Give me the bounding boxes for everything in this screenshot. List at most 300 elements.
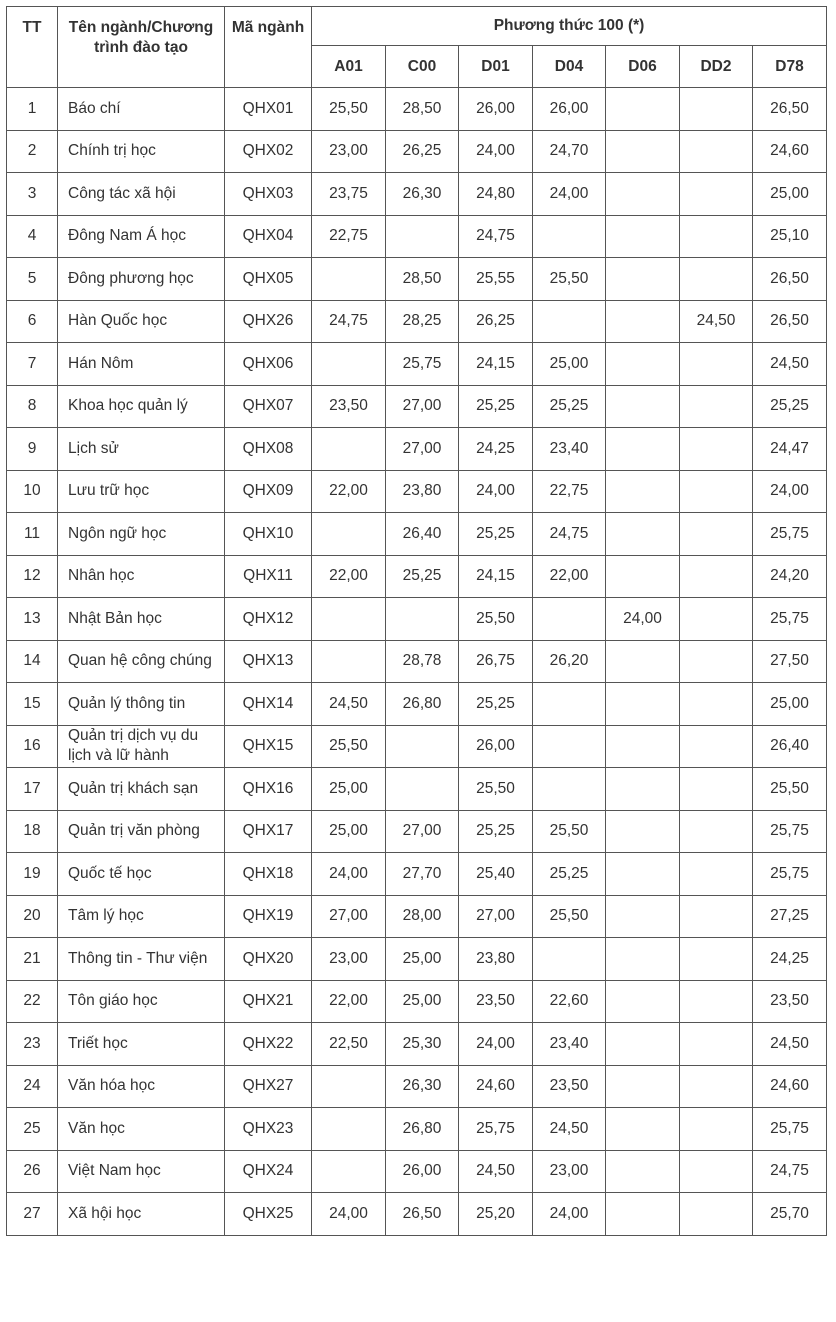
row-score-d78: 25,70 xyxy=(753,1193,827,1236)
row-score-c00: 28,00 xyxy=(386,895,459,938)
row-score-d06 xyxy=(606,215,680,258)
table-row xyxy=(7,725,827,768)
row-score-dd2 xyxy=(680,343,753,386)
row-tt: 18 xyxy=(7,810,58,853)
row-score-c00: 27,00 xyxy=(386,428,459,471)
row-score-c00: 26,30 xyxy=(386,173,459,216)
row-program-code: QHX07 xyxy=(225,385,312,428)
header-row-top xyxy=(7,7,827,46)
row-program-code: QHX01 xyxy=(225,88,312,131)
row-score-a01: 25,00 xyxy=(312,768,386,811)
row-score-dd2 xyxy=(680,810,753,853)
row-score-a01: 24,00 xyxy=(312,853,386,896)
table-row xyxy=(7,343,827,386)
row-program-name: Quản trị dịch vụ du lịch và lữ hành xyxy=(58,725,225,768)
row-program-code: QHX03 xyxy=(225,173,312,216)
row-score-c00: 25,25 xyxy=(386,555,459,598)
row-tt: 25 xyxy=(7,1108,58,1151)
row-score-d78: 25,75 xyxy=(753,1108,827,1151)
row-program-name: Tâm lý học xyxy=(58,895,225,938)
table-row xyxy=(7,130,827,173)
row-tt: 13 xyxy=(7,598,58,641)
row-score-d04: 26,00 xyxy=(533,88,606,131)
row-score-d01: 24,25 xyxy=(459,428,533,471)
row-score-a01 xyxy=(312,513,386,556)
row-score-d01: 24,60 xyxy=(459,1065,533,1108)
row-score-c00: 25,75 xyxy=(386,343,459,386)
admission-scores-table-container xyxy=(6,6,826,1236)
row-score-d06 xyxy=(606,853,680,896)
row-score-dd2 xyxy=(680,1193,753,1236)
table-row xyxy=(7,555,827,598)
row-score-d06 xyxy=(606,130,680,173)
table-row xyxy=(7,768,827,811)
row-score-dd2 xyxy=(680,385,753,428)
table-row xyxy=(7,428,827,471)
table-header xyxy=(7,7,827,88)
header-combo: DD2 xyxy=(680,46,753,88)
row-score-d78: 26,50 xyxy=(753,258,827,301)
row-score-a01: 22,00 xyxy=(312,470,386,513)
row-score-d04: 25,25 xyxy=(533,853,606,896)
row-program-code: QHX26 xyxy=(225,300,312,343)
row-score-d04: 24,00 xyxy=(533,1193,606,1236)
row-score-c00: 26,00 xyxy=(386,1150,459,1193)
row-program-code: QHX05 xyxy=(225,258,312,301)
row-score-a01: 23,00 xyxy=(312,130,386,173)
row-tt: 4 xyxy=(7,215,58,258)
row-score-d04: 25,50 xyxy=(533,810,606,853)
row-score-d01: 25,25 xyxy=(459,513,533,556)
row-score-d06 xyxy=(606,258,680,301)
row-tt: 24 xyxy=(7,1065,58,1108)
row-score-a01: 22,00 xyxy=(312,980,386,1023)
row-score-a01: 27,00 xyxy=(312,895,386,938)
row-score-d01: 25,20 xyxy=(459,1193,533,1236)
row-score-d78: 25,75 xyxy=(753,853,827,896)
row-score-d01: 26,75 xyxy=(459,640,533,683)
row-score-a01 xyxy=(312,258,386,301)
row-score-d01: 25,75 xyxy=(459,1108,533,1151)
table-row xyxy=(7,895,827,938)
row-score-d78: 26,40 xyxy=(753,725,827,768)
row-score-c00: 25,30 xyxy=(386,1023,459,1066)
row-score-d01: 27,00 xyxy=(459,895,533,938)
row-program-name: Đông Nam Á học xyxy=(58,215,225,258)
row-score-d78: 24,75 xyxy=(753,1150,827,1193)
row-program-code: QHX06 xyxy=(225,343,312,386)
row-tt: 19 xyxy=(7,853,58,896)
row-score-d04: 24,50 xyxy=(533,1108,606,1151)
row-score-d06 xyxy=(606,1023,680,1066)
header-method: Phương thức 100 (*) xyxy=(312,7,827,46)
row-tt: 12 xyxy=(7,555,58,598)
row-score-d04: 25,50 xyxy=(533,258,606,301)
table-row xyxy=(7,385,827,428)
row-program-code: QHX20 xyxy=(225,938,312,981)
row-tt: 21 xyxy=(7,938,58,981)
row-score-d06 xyxy=(606,725,680,768)
row-score-d06 xyxy=(606,683,680,726)
row-program-name: Quản trị văn phòng xyxy=(58,810,225,853)
row-score-a01: 25,50 xyxy=(312,725,386,768)
row-score-c00: 26,80 xyxy=(386,683,459,726)
row-score-d04: 24,70 xyxy=(533,130,606,173)
table-row xyxy=(7,853,827,896)
row-score-d78: 25,00 xyxy=(753,683,827,726)
row-score-d06 xyxy=(606,173,680,216)
row-score-dd2 xyxy=(680,1150,753,1193)
table-row xyxy=(7,1023,827,1066)
row-score-d06 xyxy=(606,938,680,981)
row-score-d04: 23,40 xyxy=(533,1023,606,1066)
table-row xyxy=(7,1193,827,1236)
row-score-d04: 25,00 xyxy=(533,343,606,386)
row-score-a01 xyxy=(312,343,386,386)
row-tt: 5 xyxy=(7,258,58,301)
table-row xyxy=(7,683,827,726)
row-tt: 26 xyxy=(7,1150,58,1193)
row-score-d78: 24,00 xyxy=(753,470,827,513)
row-score-c00: 26,40 xyxy=(386,513,459,556)
row-score-d06 xyxy=(606,640,680,683)
row-score-d01: 25,55 xyxy=(459,258,533,301)
row-score-dd2 xyxy=(680,853,753,896)
row-program-code: QHX25 xyxy=(225,1193,312,1236)
row-program-name: Quản lý thông tin xyxy=(58,683,225,726)
row-program-code: QHX09 xyxy=(225,470,312,513)
row-score-d04 xyxy=(533,725,606,768)
row-score-d04: 26,20 xyxy=(533,640,606,683)
row-score-c00: 23,80 xyxy=(386,470,459,513)
row-score-dd2 xyxy=(680,980,753,1023)
row-score-d78: 26,50 xyxy=(753,300,827,343)
row-score-c00: 27,70 xyxy=(386,853,459,896)
row-score-dd2 xyxy=(680,598,753,641)
row-score-d78: 25,75 xyxy=(753,513,827,556)
row-program-name: Thông tin - Thư viện xyxy=(58,938,225,981)
row-score-d78: 25,50 xyxy=(753,768,827,811)
row-score-a01: 23,50 xyxy=(312,385,386,428)
row-score-d04 xyxy=(533,683,606,726)
row-tt: 8 xyxy=(7,385,58,428)
row-score-d01: 24,00 xyxy=(459,130,533,173)
row-score-d01: 25,40 xyxy=(459,853,533,896)
row-score-d06 xyxy=(606,300,680,343)
row-score-d01: 23,80 xyxy=(459,938,533,981)
row-program-code: QHX19 xyxy=(225,895,312,938)
row-score-d01: 23,50 xyxy=(459,980,533,1023)
row-score-c00 xyxy=(386,768,459,811)
row-tt: 22 xyxy=(7,980,58,1023)
row-program-name: Quan hệ công chúng xyxy=(58,640,225,683)
row-program-name: Xã hội học xyxy=(58,1193,225,1236)
row-score-c00: 28,78 xyxy=(386,640,459,683)
table-row xyxy=(7,640,827,683)
row-score-d78: 25,75 xyxy=(753,810,827,853)
row-score-c00: 27,00 xyxy=(386,810,459,853)
row-score-d78: 25,10 xyxy=(753,215,827,258)
table-row xyxy=(7,938,827,981)
row-tt: 27 xyxy=(7,1193,58,1236)
row-program-code: QHX22 xyxy=(225,1023,312,1066)
row-score-d78: 24,50 xyxy=(753,1023,827,1066)
row-tt: 17 xyxy=(7,768,58,811)
row-program-name: Văn hóa học xyxy=(58,1065,225,1108)
row-score-d01: 25,50 xyxy=(459,598,533,641)
row-program-code: QHX27 xyxy=(225,1065,312,1108)
header-combo: D01 xyxy=(459,46,533,88)
row-program-name: Lịch sử xyxy=(58,428,225,471)
row-score-d78: 27,50 xyxy=(753,640,827,683)
row-program-name: Văn học xyxy=(58,1108,225,1151)
row-score-d01: 24,15 xyxy=(459,343,533,386)
row-score-c00: 25,00 xyxy=(386,980,459,1023)
admission-scores-table xyxy=(6,6,827,1236)
row-score-dd2: 24,50 xyxy=(680,300,753,343)
row-score-d04: 24,75 xyxy=(533,513,606,556)
row-score-c00: 25,00 xyxy=(386,938,459,981)
row-program-name: Hán Nôm xyxy=(58,343,225,386)
row-score-d78: 26,50 xyxy=(753,88,827,131)
row-score-d01: 26,25 xyxy=(459,300,533,343)
row-score-d78: 24,20 xyxy=(753,555,827,598)
row-score-d01: 24,75 xyxy=(459,215,533,258)
row-score-d01: 25,25 xyxy=(459,385,533,428)
row-tt: 16 xyxy=(7,725,58,768)
row-score-d06 xyxy=(606,810,680,853)
row-score-d78: 23,50 xyxy=(753,980,827,1023)
row-program-name: Nhật Bản học xyxy=(58,598,225,641)
row-tt: 2 xyxy=(7,130,58,173)
header-tt: TT xyxy=(7,7,58,88)
row-score-d04 xyxy=(533,768,606,811)
row-program-name: Triết học xyxy=(58,1023,225,1066)
row-score-dd2 xyxy=(680,215,753,258)
row-score-c00: 26,25 xyxy=(386,130,459,173)
row-score-d01: 25,50 xyxy=(459,768,533,811)
row-score-d04: 24,00 xyxy=(533,173,606,216)
row-tt: 11 xyxy=(7,513,58,556)
row-score-d78: 24,25 xyxy=(753,938,827,981)
row-score-d06 xyxy=(606,768,680,811)
row-score-a01: 23,00 xyxy=(312,938,386,981)
row-score-d04: 22,60 xyxy=(533,980,606,1023)
table-row xyxy=(7,1065,827,1108)
row-score-a01: 24,75 xyxy=(312,300,386,343)
row-score-d06 xyxy=(606,1193,680,1236)
table-row xyxy=(7,258,827,301)
row-score-a01: 25,50 xyxy=(312,88,386,131)
table-row xyxy=(7,980,827,1023)
row-score-d06 xyxy=(606,88,680,131)
row-score-d04: 22,75 xyxy=(533,470,606,513)
table-row xyxy=(7,88,827,131)
row-score-c00: 26,50 xyxy=(386,1193,459,1236)
row-score-a01 xyxy=(312,1108,386,1151)
row-score-d01: 25,25 xyxy=(459,683,533,726)
row-score-d06 xyxy=(606,343,680,386)
row-program-code: QHX11 xyxy=(225,555,312,598)
row-score-dd2 xyxy=(680,938,753,981)
row-score-d01: 24,00 xyxy=(459,1023,533,1066)
row-score-dd2 xyxy=(680,428,753,471)
row-score-d78: 25,25 xyxy=(753,385,827,428)
row-score-d04 xyxy=(533,598,606,641)
row-score-a01: 22,50 xyxy=(312,1023,386,1066)
row-score-a01 xyxy=(312,640,386,683)
row-tt: 10 xyxy=(7,470,58,513)
row-tt: 15 xyxy=(7,683,58,726)
row-score-d01: 26,00 xyxy=(459,88,533,131)
row-score-a01: 22,00 xyxy=(312,555,386,598)
row-score-d01: 26,00 xyxy=(459,725,533,768)
row-program-code: QHX17 xyxy=(225,810,312,853)
row-tt: 20 xyxy=(7,895,58,938)
row-program-code: QHX02 xyxy=(225,130,312,173)
row-score-d04: 22,00 xyxy=(533,555,606,598)
header-combo: A01 xyxy=(312,46,386,88)
header-program-code: Mã ngành xyxy=(225,7,312,88)
row-score-d04 xyxy=(533,215,606,258)
row-score-d78: 25,00 xyxy=(753,173,827,216)
row-program-code: QHX14 xyxy=(225,683,312,726)
row-score-dd2 xyxy=(680,470,753,513)
row-score-d06 xyxy=(606,470,680,513)
row-program-code: QHX16 xyxy=(225,768,312,811)
row-program-code: QHX21 xyxy=(225,980,312,1023)
row-score-c00: 26,80 xyxy=(386,1108,459,1151)
row-score-a01: 22,75 xyxy=(312,215,386,258)
row-score-d06 xyxy=(606,385,680,428)
row-score-d04: 25,50 xyxy=(533,895,606,938)
table-row xyxy=(7,1150,827,1193)
row-program-code: QHX10 xyxy=(225,513,312,556)
row-score-dd2 xyxy=(680,683,753,726)
row-program-code: QHX12 xyxy=(225,598,312,641)
row-program-name: Tôn giáo học xyxy=(58,980,225,1023)
row-score-dd2 xyxy=(680,555,753,598)
row-score-d06 xyxy=(606,895,680,938)
row-score-d04 xyxy=(533,300,606,343)
row-score-d01: 24,15 xyxy=(459,555,533,598)
row-score-c00 xyxy=(386,598,459,641)
row-tt: 1 xyxy=(7,88,58,131)
row-score-d04 xyxy=(533,938,606,981)
row-program-name: Chính trị học xyxy=(58,130,225,173)
row-score-c00: 28,25 xyxy=(386,300,459,343)
row-score-c00: 28,50 xyxy=(386,88,459,131)
row-score-c00 xyxy=(386,215,459,258)
row-score-dd2 xyxy=(680,1108,753,1151)
row-score-d78: 24,47 xyxy=(753,428,827,471)
row-score-d78: 24,60 xyxy=(753,130,827,173)
row-score-dd2 xyxy=(680,640,753,683)
row-score-a01 xyxy=(312,428,386,471)
header-combo: D04 xyxy=(533,46,606,88)
row-program-code: QHX15 xyxy=(225,725,312,768)
row-program-name: Ngôn ngữ học xyxy=(58,513,225,556)
table-row xyxy=(7,810,827,853)
row-tt: 9 xyxy=(7,428,58,471)
row-score-c00 xyxy=(386,725,459,768)
row-score-dd2 xyxy=(680,130,753,173)
row-program-name: Hàn Quốc học xyxy=(58,300,225,343)
table-row xyxy=(7,173,827,216)
row-program-code: QHX04 xyxy=(225,215,312,258)
row-score-d06 xyxy=(606,428,680,471)
row-score-a01: 24,50 xyxy=(312,683,386,726)
header-combo: D78 xyxy=(753,46,827,88)
row-score-dd2 xyxy=(680,1065,753,1108)
row-tt: 3 xyxy=(7,173,58,216)
table-row xyxy=(7,300,827,343)
row-score-d78: 25,75 xyxy=(753,598,827,641)
row-program-name: Khoa học quản lý xyxy=(58,385,225,428)
row-score-d06 xyxy=(606,1065,680,1108)
row-program-code: QHX24 xyxy=(225,1150,312,1193)
row-tt: 23 xyxy=(7,1023,58,1066)
row-program-code: QHX13 xyxy=(225,640,312,683)
row-score-dd2 xyxy=(680,88,753,131)
header-combo: C00 xyxy=(386,46,459,88)
row-score-a01: 24,00 xyxy=(312,1193,386,1236)
row-score-d06 xyxy=(606,1150,680,1193)
row-score-d04: 23,00 xyxy=(533,1150,606,1193)
row-score-a01 xyxy=(312,598,386,641)
table-row xyxy=(7,470,827,513)
row-score-d01: 24,80 xyxy=(459,173,533,216)
row-score-d04: 23,50 xyxy=(533,1065,606,1108)
row-program-name: Việt Nam học xyxy=(58,1150,225,1193)
header-program-name: Tên ngành/Chương trình đào tạo xyxy=(58,7,225,88)
row-score-a01 xyxy=(312,1150,386,1193)
row-score-d06: 24,00 xyxy=(606,598,680,641)
row-score-d06 xyxy=(606,1108,680,1151)
row-score-a01 xyxy=(312,1065,386,1108)
row-score-dd2 xyxy=(680,513,753,556)
row-program-name: Lưu trữ học xyxy=(58,470,225,513)
table-row xyxy=(7,215,827,258)
row-score-a01: 25,00 xyxy=(312,810,386,853)
row-program-name: Đông phương học xyxy=(58,258,225,301)
row-score-d04: 25,25 xyxy=(533,385,606,428)
table-body xyxy=(7,88,827,1236)
table-row xyxy=(7,1108,827,1151)
row-program-name: Công tác xã hội xyxy=(58,173,225,216)
row-score-d06 xyxy=(606,513,680,556)
row-score-c00: 26,30 xyxy=(386,1065,459,1108)
row-score-dd2 xyxy=(680,173,753,216)
row-program-code: QHX18 xyxy=(225,853,312,896)
row-score-d78: 27,25 xyxy=(753,895,827,938)
row-tt: 14 xyxy=(7,640,58,683)
row-score-dd2 xyxy=(680,1023,753,1066)
row-program-name: Báo chí xyxy=(58,88,225,131)
table-row xyxy=(7,513,827,556)
row-score-d01: 25,25 xyxy=(459,810,533,853)
row-program-code: QHX08 xyxy=(225,428,312,471)
row-score-d78: 24,60 xyxy=(753,1065,827,1108)
row-score-d78: 24,50 xyxy=(753,343,827,386)
row-score-dd2 xyxy=(680,725,753,768)
row-score-d04: 23,40 xyxy=(533,428,606,471)
row-tt: 7 xyxy=(7,343,58,386)
row-score-dd2 xyxy=(680,895,753,938)
row-score-d01: 24,00 xyxy=(459,470,533,513)
table-row xyxy=(7,598,827,641)
row-score-d06 xyxy=(606,980,680,1023)
